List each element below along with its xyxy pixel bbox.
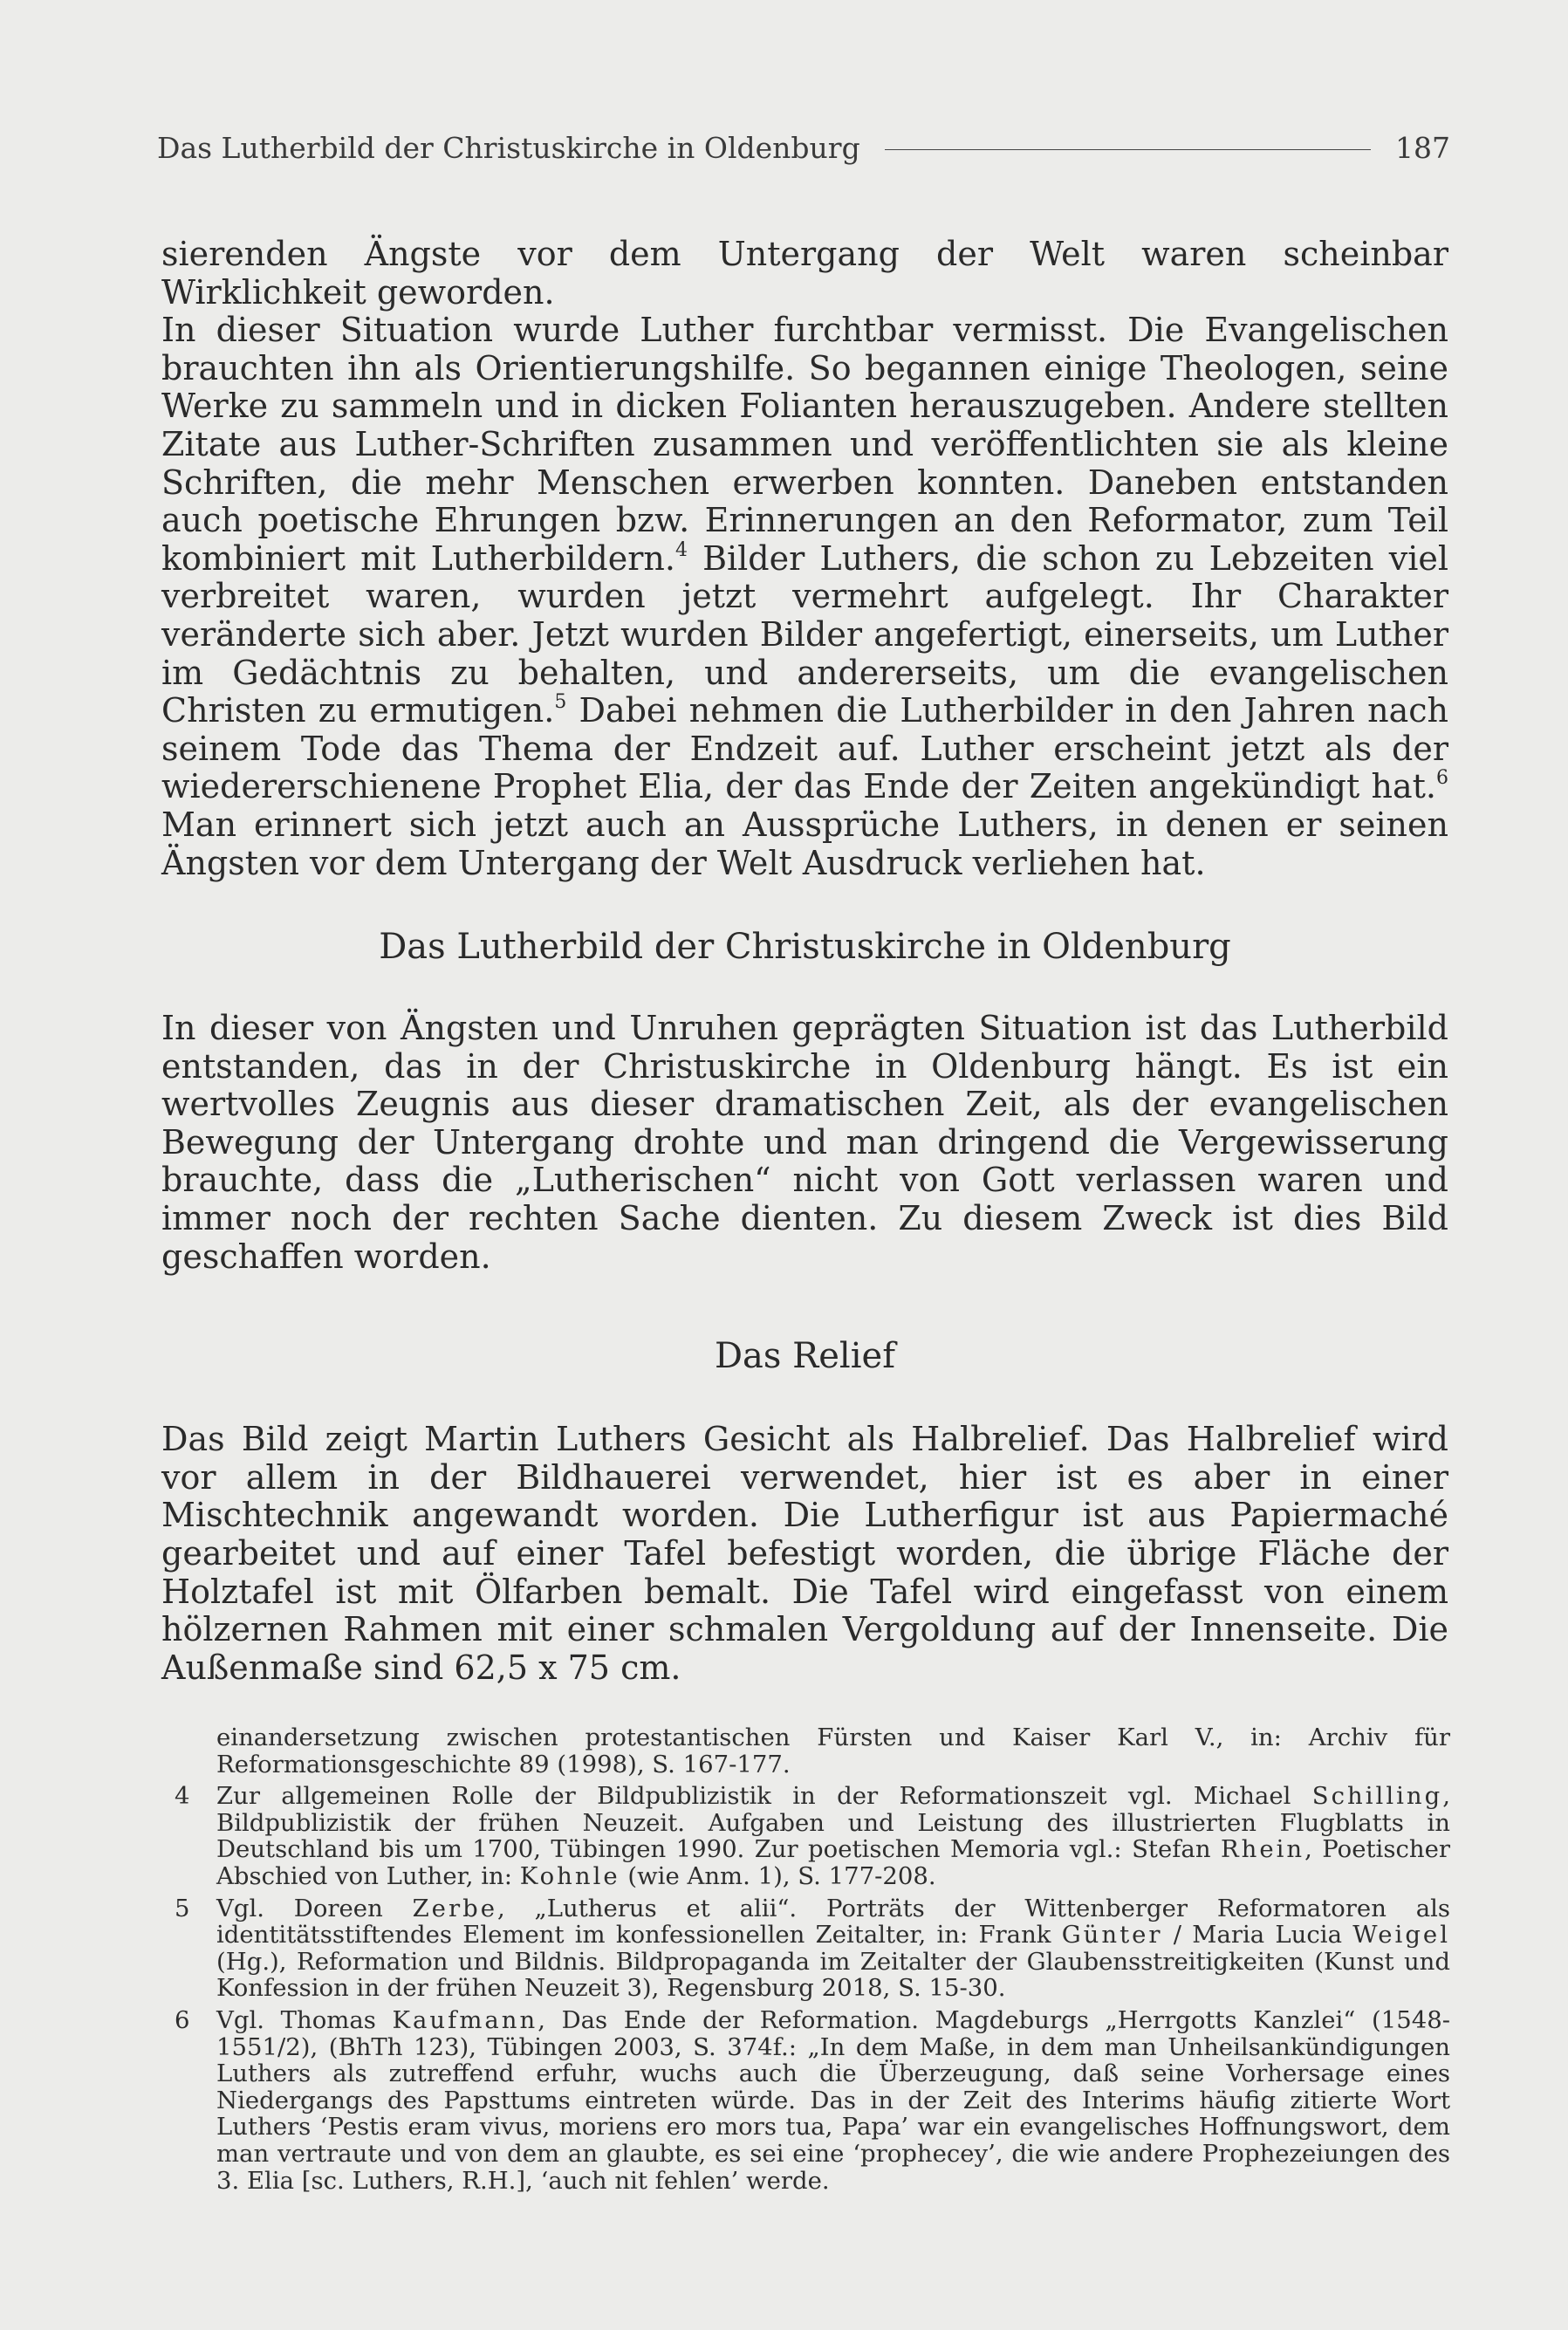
author-name: Kaufmann	[392, 2005, 538, 2034]
footnote-ref-5[interactable]: 5	[554, 691, 567, 714]
author-name: Zerbe	[412, 1894, 497, 1922]
author-name: Rhein	[1220, 1835, 1305, 1864]
section-heading-relief: Das Relief	[714, 1336, 895, 1377]
paragraph-4: Das Bild zeigt Martin Luthers Gesicht als Halbrelief. Das Halbrelief wird vor allem in der Bildhauerei verwendet, hier ist es aber in einer Mischtechnik angewandt worden. Die Lutherfigur ist aus Papiermaché gearbeitet und auf einer Tafel befestigt worden, die übrige Fläche der Holztafel ist mit Ölfarben bemalt. Die Tafel wird eingefasst von einem hölzernen Rahmen mit einer schmalen Vergoldung auf der Innenseite. Die Außenmaße sind 62,5 x 75 cm.	[161, 1420, 1448, 1687]
footnote-number: 6	[175, 2005, 190, 2034]
paragraph-3: In dieser von Ängsten und Unruhen geprägten Situation ist das Lutherbild entstanden, das in der Christuskirche in Oldenburg hängt. Es ist ein wertvolles Zeugnis aus dieser dramatischen Zeit, als der evangelischen Bewegung der Untergang drohte und man dringend die Vergewisserung brauchte, dass die „Lutherischen“ nicht von Gott verlassen waren und immer noch der rechten Sache dienten. Zu diesem Zweck ist dies Bild geschaffen worden.	[161, 1009, 1448, 1276]
paragraph-2: In dieser Situation wurde Luther furchtbar vermisst. Die Evangelischen brauchten ihn als Orientierungshilfe. So begannen einige Theologen, seine Werke zu sammeln und in dicken Folianten herauszugeben. Andere stellten Zitate aus Luther-Schriften zusammen und veröffentlichten sie als kleine Schriften, die mehr Menschen erwerben konnten. Daneben entstanden auch poetische Ehrungen bzw. Erinnerungen an den Reformator, zum Teil kombiniert mit Lutherbildern.$^4$ Bilder Luthers, die schon zu Lebzeiten viel verbreitet waren, wurden jetzt vermehrt aufgelegt. Ihr Charakter veränderte sich aber. Jetzt wurden Bilder angefertigt, einerseits, um Luther im Gedächtnis zu behalten, und andererseits, um die evangelischen Christen zu ermutigen.$^5$ Dabei nehmen die Lutherbilder in den Jahren nach seinem Tode das Thema der Endzeit auf. Luther erscheint jetzt als der wiedererschienene Prophet Elia, der das Ende der Zeiten angekündigt hat.$^6$ Man erinnert sich jetzt auch an Aussprüche Luthers, in denen er seinen Ängsten vor dem Untergang der Welt Ausdruck verliehen hat.	[161, 311, 1449, 882]
footnote-text: Vgl. Doreen Zerbe, „Lutherus et alii“. Porträts der Wittenberger Reformatoren als identitätsstiftendes Element im konfessionellen Zeitalter, in: Frank Günter / Maria Lucia Weigel (Hg.), Reformation und Bildnis. Bildpropaganda im Zeitalter der Glaubensstreitigkeiten (Kunst und Konfession in der frühen Neuzeit 3), Regensburg 2018, S. 15-30.	[216, 1894, 1451, 2003]
running-head-rule	[885, 149, 1371, 150]
footnote-number: 4	[175, 1782, 190, 1811]
page-number: 187	[1395, 131, 1450, 165]
paragraph-1: sierenden Ängste vor dem Untergang der Welt waren scheinbar Wirklichkeit geworden.	[161, 235, 1448, 312]
footnote-number: 5	[175, 1894, 190, 1922]
footnote-continuation: einandersetzung zwischen protestantischen Fürsten und Kaiser Karl V., in: Archiv für Reformationsgeschichte 89 (1998), S. 167-177.	[216, 1724, 1450, 1778]
footnote-4	[175, 1783, 1450, 1889]
section-heading-lutherbild: Das Lutherbild der Christuskirche in Oldenburg	[379, 927, 1231, 968]
running-head	[157, 131, 1450, 165]
author-name: Günter	[1061, 1921, 1163, 1950]
footnote-ref-4[interactable]: 4	[674, 538, 688, 561]
footnotes	[175, 1724, 1450, 2199]
footnote-text: Vgl. Thomas Kaufmann, Das Ende der Reformation. Magdeburgs „Herrgotts Kanzlei“ (1548-1551/2), (BhTh 123), Tübingen 2003, S. 374f.: „In dem Maße, in dem man Unheilsankündigungen Luthers als zutreffend erfuhr, wuchs auch die Überzeugung, daß seine Vorhersage eines Niedergangs des Papsttums eintreten würde. Das in der Zeit des Interims häufig zitierte Wort Luthers ‘Pestis eram vivus, moriens ero mors tua, Papa’ war ein evangelisches Hoffnungswort, dem man vertraute und von dem an glaubte, es sei eine ‘prophecey’, die wie andere Prophezeiungen des 3. Elia [sc. Luthers, R.H.], ‘auch nit fehlen’ werde.	[216, 2005, 1450, 2195]
footnote-5	[175, 1895, 1450, 2002]
author-name: Kohnle	[519, 1861, 620, 1890]
author-name: Schilling	[1311, 1782, 1443, 1811]
main-text	[161, 236, 1448, 1687]
footnote-6	[175, 2007, 1450, 2194]
author-name: Weigel	[1352, 1921, 1451, 1950]
footnote-text: Zur allgemeinen Rolle der Bildpublizistik in der Reformationszeit vgl. Michael Schilling, Bildpublizistik der frühen Neuzeit. Aufgaben und Leistung des illustrierten Flugblatts in Deutschland bis um 1700, Tübingen 1990. Zur poetischen Memoria vgl.: Stefan Rhein, Poetischer Abschied von Luther, in: Kohnle (wie Anm. 1), S. 177-208.	[216, 1782, 1450, 1890]
footnote-ref-6[interactable]: 6	[1436, 767, 1448, 790]
running-head-title: Das Lutherbild der Christuskirche in Oldenburg	[157, 131, 860, 165]
